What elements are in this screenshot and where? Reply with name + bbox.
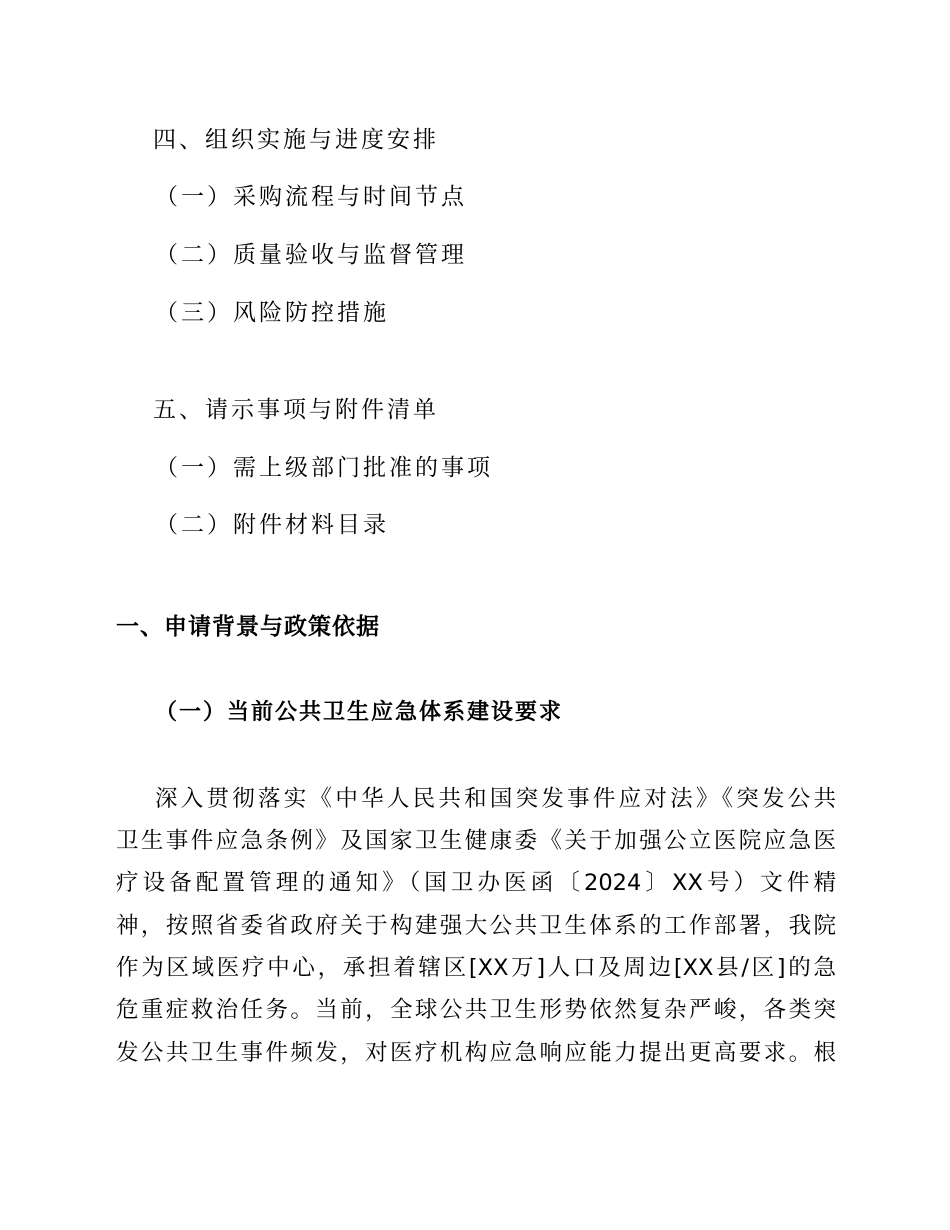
toc-section-5-item-2: （二）附件材料目录 xyxy=(155,512,389,538)
paragraph-line: 发公共卫生事件频发，对医疗机构应急响应能力提出更高要求。根 xyxy=(116,1040,836,1066)
toc-section-4-item-2: （二）质量验收与监督管理 xyxy=(155,242,467,268)
toc-section-4-item-1: （一）采购流程与时间节点 xyxy=(155,184,467,210)
paragraph-line: 疗设备配置管理的通知》（国卫办医函〔2024〕XX号）文件精 xyxy=(116,870,836,896)
section-heading-1: 一、申请背景与政策依据 xyxy=(116,614,380,640)
subsection-heading-1: （一）当前公共卫生应急体系建设要求 xyxy=(155,700,564,725)
toc-section-4-item-3: （三）风险防控措施 xyxy=(155,300,389,326)
paragraph-line: 深入贯彻落实《中华人民共和国突发事件应对法》《突发公共 xyxy=(155,786,836,812)
toc-section-5-title: 五、请示事项与附件清单 xyxy=(153,397,439,423)
paragraph-line: 危重症救治任务。当前，全球公共卫生形势依然复杂严峻，各类突 xyxy=(116,997,836,1023)
paragraph-line: 作为区域医疗中心，承担着辖区[XX万]人口及周边[XX县/区]的急 xyxy=(116,955,836,981)
paragraph-line: 卫生事件应急条例》及国家卫生健康委《关于加强公立医院应急医 xyxy=(116,828,836,854)
toc-section-4-title: 四、组织实施与进度安排 xyxy=(153,127,439,153)
paragraph-line: 神，按照省委省政府关于构建强大公共卫生体系的工作部署，我院 xyxy=(116,913,836,939)
toc-section-5-item-1: （一）需上级部门批准的事项 xyxy=(155,455,493,481)
